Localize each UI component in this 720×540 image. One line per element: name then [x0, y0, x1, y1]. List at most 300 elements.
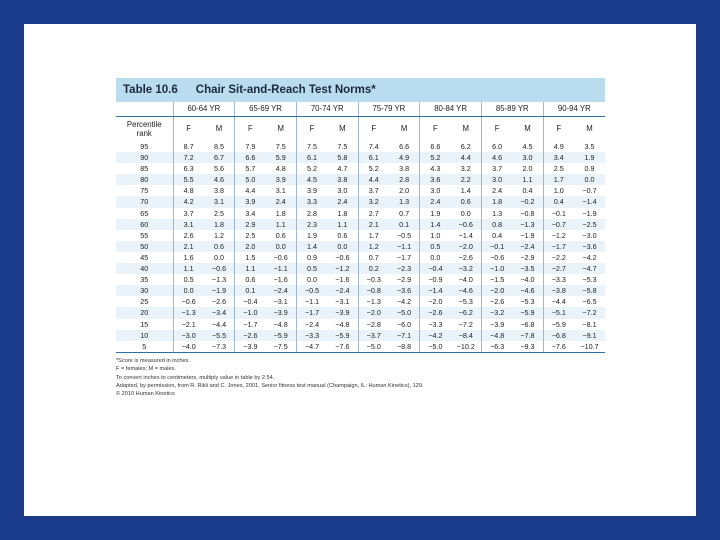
female-score-cell: 2.7 — [358, 208, 389, 219]
female-score-cell: −0.5 — [296, 285, 327, 296]
male-score-cell: −1.3 — [512, 219, 543, 230]
male-score-cell: 4.6 — [204, 174, 235, 185]
male-score-cell: −0.6 — [451, 219, 482, 230]
female-score-cell: −5.0 — [358, 341, 389, 353]
male-score-cell: 4.5 — [522, 142, 533, 151]
percentile-rank-cell: 25 — [140, 297, 149, 307]
percentile-rank-cell: 55 — [140, 230, 149, 240]
male-score-cell: −3.0 — [582, 230, 597, 240]
female-score-cell: −5.0 — [420, 341, 451, 353]
male-score-cell: 0.7 — [399, 208, 410, 218]
male-score-cell: −2.5 — [574, 219, 605, 230]
table-row — [116, 185, 605, 196]
male-column-header: M — [339, 124, 346, 134]
male-score-cell: 3.8 — [327, 174, 358, 185]
female-score-cell: 1.8 — [481, 196, 512, 207]
male-score-cell: −5.9 — [512, 307, 543, 318]
female-score-cell: 7.2 — [173, 152, 204, 163]
male-score-cell: −3.9 — [327, 307, 358, 318]
male-score-cell: 4.4 — [451, 152, 482, 163]
female-score-cell: 0.0 — [296, 274, 327, 285]
percentile-rank-cell: 70 — [116, 196, 173, 207]
male-score-cell: 1.9 — [574, 152, 605, 163]
table-row — [116, 174, 605, 185]
male-score-cell: −1.1 — [389, 241, 420, 252]
female-score-cell: 3.0 — [481, 174, 512, 185]
table-number: Table 10.6 — [123, 84, 178, 96]
male-score-cell: 2.0 — [399, 186, 410, 196]
male-score-cell: −3.1 — [273, 297, 288, 307]
female-score-cell: −5.9 — [543, 319, 574, 330]
female-score-cell: 6.6 — [420, 141, 451, 152]
male-score-cell: −3.6 — [389, 285, 420, 296]
age-group-header: 75-79 YR — [358, 102, 420, 117]
male-score-cell: 0.0 — [574, 174, 605, 185]
female-score-cell: −4.0 — [173, 341, 204, 353]
male-score-cell: −7.2 — [458, 319, 473, 329]
male-score-cell: −5.5 — [204, 330, 235, 341]
female-score-cell: 4.4 — [235, 185, 266, 196]
female-score-cell: 5.5 — [173, 174, 204, 185]
male-score-cell: 5.8 — [327, 152, 358, 163]
male-score-cell: 2.0 — [522, 164, 533, 174]
female-score-cell: 4.8 — [173, 185, 204, 196]
male-score-cell: −7.5 — [266, 341, 297, 353]
table-row — [116, 219, 605, 230]
male-score-cell: −6.5 — [582, 297, 597, 307]
male-score-cell: −6.8 — [520, 319, 535, 329]
male-score-cell: −1.9 — [582, 208, 597, 218]
female-score-cell: −1.0 — [235, 307, 266, 318]
male-score-cell: −5.3 — [520, 297, 535, 307]
female-score-cell: 0.4 — [543, 196, 574, 207]
male-score-cell: 6.7 — [204, 152, 235, 163]
table-body — [116, 141, 605, 352]
male-score-cell: 5.6 — [214, 164, 225, 174]
slide — [24, 24, 696, 516]
male-score-cell: −3.5 — [512, 263, 543, 274]
female-score-cell: −2.2 — [543, 252, 574, 263]
male-score-cell: −3.9 — [266, 307, 297, 318]
male-score-cell: −5.9 — [327, 330, 358, 341]
male-score-cell: −1.9 — [520, 230, 535, 240]
male-score-cell: 2.4 — [327, 196, 358, 207]
female-score-cell: −3.3 — [296, 330, 327, 341]
female-score-cell: 2.6 — [173, 230, 204, 241]
norms-table — [116, 102, 605, 353]
female-score-cell: 7.9 — [235, 141, 266, 152]
female-score-cell: −1.7 — [543, 241, 574, 252]
female-score-cell: −1.7 — [296, 307, 327, 318]
female-score-cell: 1.0 — [543, 185, 574, 196]
male-score-cell: −4.6 — [512, 285, 543, 296]
female-column-header: F — [420, 117, 451, 142]
percentile-rank-cell: 75 — [140, 186, 149, 196]
male-score-cell: −0.5 — [396, 230, 412, 240]
female-score-cell: −2.6 — [235, 330, 266, 341]
male-score-cell: 5.9 — [266, 152, 297, 163]
female-score-cell: 2.4 — [420, 196, 451, 207]
male-score-cell: −3.2 — [451, 263, 482, 274]
table-row — [116, 241, 605, 252]
male-score-cell: −3.1 — [335, 297, 350, 307]
male-score-cell: −1.1 — [266, 263, 297, 274]
male-score-cell: 8.5 — [214, 142, 225, 151]
female-score-cell: −4.2 — [420, 330, 451, 341]
male-score-cell: −3.6 — [574, 241, 605, 252]
age-group-header: 70-74 YR — [296, 102, 358, 117]
male-score-cell: −4.2 — [396, 297, 412, 307]
female-score-cell: 3.1 — [173, 219, 204, 230]
female-score-cell: −0.1 — [543, 208, 574, 219]
male-score-cell: −1.9 — [204, 285, 235, 296]
female-score-cell: −3.9 — [481, 319, 512, 330]
percentile-rank-cell: 90 — [116, 152, 173, 163]
age-group-header: 85-89 YR — [481, 102, 543, 117]
female-score-cell: 5.0 — [235, 174, 266, 185]
female-score-cell: 4.2 — [173, 196, 204, 207]
male-score-cell: 2.2 — [451, 174, 482, 185]
percentile-label: Percentile — [126, 120, 162, 129]
male-score-cell: 3.0 — [512, 152, 543, 163]
female-score-cell: −1.4 — [420, 285, 451, 296]
male-score-cell: −4.2 — [582, 252, 597, 262]
age-group-header: 60-64 YR — [173, 102, 235, 117]
female-score-cell: 2.3 — [296, 219, 327, 230]
male-score-cell: 0.4 — [522, 186, 533, 196]
percentile-rank-cell: 65 — [140, 208, 149, 218]
male-score-cell: −10.2 — [451, 341, 482, 353]
table-row — [116, 196, 605, 207]
age-group-header: 90-94 YR — [543, 102, 605, 117]
female-score-cell: 1.5 — [235, 252, 266, 263]
male-score-cell: 3.0 — [337, 186, 348, 196]
female-score-cell: 6.0 — [481, 141, 512, 152]
male-score-cell: 4.9 — [389, 152, 420, 163]
male-score-cell: −4.4 — [211, 319, 227, 329]
female-score-cell: 2.5 — [543, 163, 574, 174]
age-group-header: 65-69 YR — [235, 102, 297, 117]
female-score-cell: 0.1 — [235, 285, 266, 296]
male-score-cell: −0.6 — [335, 252, 350, 262]
male-score-cell: 0.6 — [337, 230, 348, 240]
percentile-rank-cell: 85 — [140, 164, 149, 174]
table-row — [116, 296, 605, 307]
male-score-cell: −7.3 — [204, 341, 235, 353]
male-score-cell: 3.1 — [275, 186, 286, 196]
male-score-cell: 1.8 — [337, 208, 348, 218]
female-score-cell: −2.6 — [420, 307, 451, 318]
female-score-cell: 4.4 — [358, 174, 389, 185]
female-score-cell: −1.5 — [481, 274, 512, 285]
female-score-cell: −2.0 — [358, 307, 389, 318]
male-score-cell: −8.4 — [451, 330, 482, 341]
male-column-header: M — [586, 124, 593, 134]
female-score-cell: −2.6 — [481, 296, 512, 307]
female-score-cell: 4.3 — [420, 163, 451, 174]
male-score-cell: −8.1 — [582, 319, 597, 329]
female-score-cell: −4.7 — [296, 341, 327, 353]
table-notes — [116, 357, 605, 399]
female-score-cell: 0.5 — [173, 274, 204, 285]
percentile-rank-cell: 45 — [140, 252, 149, 262]
female-score-cell: 0.5 — [420, 241, 451, 252]
table-title-bar — [116, 78, 605, 102]
male-score-cell: −2.6 — [211, 297, 227, 307]
female-score-cell: −5.1 — [543, 307, 574, 318]
table-row — [116, 141, 605, 152]
male-score-cell: 0.0 — [214, 252, 225, 262]
male-score-cell: −1.6 — [273, 275, 288, 285]
percentile-rank-cell: 50 — [116, 241, 173, 252]
female-score-cell: −2.0 — [481, 285, 512, 296]
male-score-cell: 7.5 — [337, 142, 348, 151]
female-score-cell: 1.2 — [358, 241, 389, 252]
female-score-cell: 3.6 — [420, 174, 451, 185]
male-score-cell: 2.5 — [214, 208, 225, 218]
sex-header-row — [116, 117, 605, 142]
female-score-cell: −4.4 — [543, 296, 574, 307]
male-score-cell: −2.9 — [396, 275, 412, 285]
table-row — [116, 330, 605, 341]
female-score-cell: 2.0 — [235, 241, 266, 252]
female-column-header: F — [296, 117, 327, 142]
male-score-cell: −7.1 — [389, 330, 420, 341]
percentile-rank-header — [116, 117, 173, 142]
table-row — [116, 252, 605, 263]
male-column-header: M — [400, 124, 408, 134]
female-score-cell: 4.5 — [296, 174, 327, 185]
female-score-cell: 2.1 — [173, 241, 204, 252]
female-score-cell: 3.3 — [296, 196, 327, 207]
male-score-cell: −1.4 — [458, 230, 473, 240]
header-corner — [116, 102, 173, 117]
male-score-cell: 1.8 — [275, 208, 286, 218]
male-score-cell: 7.5 — [275, 142, 286, 151]
male-score-cell: −6.2 — [451, 307, 482, 318]
female-column-header: F — [481, 117, 512, 142]
male-score-cell: −8.8 — [389, 341, 420, 353]
table-row — [116, 208, 605, 219]
male-score-cell: 1.3 — [389, 196, 420, 207]
male-score-cell: −7.2 — [574, 307, 605, 318]
female-score-cell: 3.9 — [235, 196, 266, 207]
female-score-cell: 1.1 — [173, 263, 204, 274]
female-score-cell: 6.3 — [173, 163, 204, 174]
age-group-header-row — [116, 102, 605, 117]
male-score-cell: 1.4 — [460, 186, 471, 196]
female-score-cell: −3.3 — [543, 274, 574, 285]
female-score-cell: −0.4 — [420, 263, 451, 274]
table-row — [116, 163, 605, 174]
male-score-cell: −2.9 — [520, 252, 535, 262]
female-score-cell: 0.0 — [173, 285, 204, 296]
table-title: Chair Sit-and-Reach Test Norms* — [195, 84, 376, 96]
male-column-header: M — [524, 124, 531, 134]
female-score-cell: 0.4 — [481, 230, 512, 241]
male-score-cell: 4.7 — [337, 164, 348, 174]
table-row — [116, 307, 605, 318]
female-score-cell: −0.4 — [235, 296, 266, 307]
male-score-cell: −2.4 — [327, 285, 358, 296]
female-score-cell: −6.8 — [543, 330, 574, 341]
female-score-cell: 1.0 — [420, 230, 451, 241]
male-score-cell: 1.8 — [204, 219, 235, 230]
male-score-cell: 1.1 — [327, 219, 358, 230]
percentile-rank-cell: 30 — [116, 285, 173, 296]
male-score-cell: −1.4 — [574, 196, 605, 207]
female-score-cell: −3.0 — [173, 330, 204, 341]
female-score-cell: 3.0 — [420, 185, 451, 196]
male-score-cell: 0.0 — [266, 241, 297, 252]
male-score-cell: 1.2 — [214, 230, 225, 240]
female-score-cell: −0.3 — [358, 274, 389, 285]
female-score-cell: −1.2 — [543, 230, 574, 241]
male-score-cell: −3.4 — [204, 307, 235, 318]
female-score-cell: −3.3 — [420, 319, 451, 330]
female-score-cell: −2.0 — [420, 296, 451, 307]
male-score-cell: 0.1 — [389, 219, 420, 230]
table-row — [116, 319, 605, 330]
female-score-cell: 0.6 — [235, 274, 266, 285]
male-score-cell: 1.1 — [512, 174, 543, 185]
female-score-cell: −3.2 — [481, 307, 512, 318]
female-score-cell: −2.7 — [543, 263, 574, 274]
female-score-cell: 6.6 — [235, 152, 266, 163]
female-score-cell: −2.4 — [296, 319, 327, 330]
male-score-cell: −5.0 — [389, 307, 420, 318]
female-score-cell: 4.6 — [481, 152, 512, 163]
male-score-cell: −0.7 — [582, 186, 597, 196]
female-score-cell: 1.7 — [358, 230, 389, 241]
male-score-cell: 6.2 — [460, 142, 471, 151]
male-column-header: M — [215, 124, 223, 134]
age-group-header: 80-84 YR — [420, 102, 482, 117]
female-column-header: F — [358, 117, 389, 142]
male-column-header: M — [277, 124, 284, 134]
male-score-cell: 0.6 — [275, 230, 286, 240]
female-score-cell: 3.7 — [173, 208, 204, 219]
male-score-cell: 0.0 — [327, 241, 358, 252]
male-score-cell: −4.0 — [520, 275, 535, 285]
female-score-cell: −3.9 — [235, 341, 266, 353]
male-score-cell: 1.1 — [266, 219, 297, 230]
female-score-cell: 1.9 — [420, 208, 451, 219]
male-score-cell: −2.3 — [389, 263, 420, 274]
female-score-cell: 0.8 — [481, 219, 512, 230]
male-score-cell: −5.3 — [458, 297, 473, 307]
female-score-cell: −1.3 — [358, 296, 389, 307]
female-score-cell: 2.5 — [235, 230, 266, 241]
percentile-rank-cell: 20 — [116, 307, 173, 318]
female-score-cell: 1.4 — [420, 219, 451, 230]
female-score-cell: −1.7 — [235, 319, 266, 330]
female-score-cell: 8.7 — [173, 141, 204, 152]
female-score-cell: 0.0 — [420, 252, 451, 263]
male-score-cell: −5.9 — [266, 330, 297, 341]
female-score-cell: 3.4 — [235, 208, 266, 219]
male-score-cell: −4.7 — [574, 263, 605, 274]
male-score-cell: −2.4 — [266, 285, 297, 296]
male-score-cell: −5.8 — [574, 285, 605, 296]
male-score-cell: 3.8 — [214, 186, 225, 196]
table-note: *Score is measured in inches. — [116, 357, 190, 364]
female-score-cell: 0.5 — [296, 263, 327, 274]
table-row — [116, 152, 605, 163]
male-column-header: M — [462, 124, 470, 134]
percentile-rank-cell: 80 — [116, 174, 173, 185]
female-score-cell: 5.2 — [420, 152, 451, 163]
percentile-rank-cell: 5 — [116, 341, 173, 353]
male-score-cell: −5.3 — [582, 275, 597, 285]
female-score-cell: −6.3 — [481, 341, 512, 353]
male-score-cell: −4.8 — [273, 319, 288, 329]
male-score-cell: −0.2 — [512, 196, 543, 207]
percentile-rank-cell: 60 — [116, 219, 173, 230]
female-score-cell: 0.7 — [358, 252, 389, 263]
female-score-cell: −2.8 — [358, 319, 389, 330]
female-score-cell: 2.8 — [296, 208, 327, 219]
norms-table-figure — [116, 78, 605, 399]
male-score-cell: −0.6 — [204, 263, 235, 274]
male-score-cell: −4.8 — [335, 319, 350, 329]
female-score-cell: −0.8 — [358, 285, 389, 296]
female-score-cell: 4.9 — [543, 141, 574, 152]
female-score-cell: 6.1 — [358, 152, 389, 163]
female-score-cell: −0.7 — [543, 219, 574, 230]
table-note: F = females; M = males. — [116, 366, 176, 373]
percentile-rank-cell: 10 — [116, 330, 173, 341]
female-score-cell: 5.2 — [358, 163, 389, 174]
female-score-cell: 2.9 — [235, 219, 266, 230]
female-score-cell: 0.2 — [358, 263, 389, 274]
female-score-cell: −1.0 — [481, 263, 512, 274]
male-score-cell: −9.1 — [574, 330, 605, 341]
male-score-cell: −1.2 — [327, 263, 358, 274]
female-score-cell: 5.7 — [235, 163, 266, 174]
female-score-cell: −1.3 — [173, 307, 204, 318]
male-score-cell: 3.1 — [204, 196, 235, 207]
female-score-cell: −0.6 — [481, 252, 512, 263]
male-score-cell: −2.0 — [451, 241, 482, 252]
male-score-cell: 3.9 — [266, 174, 297, 185]
female-score-cell: 1.6 — [173, 252, 204, 263]
percentile-rank-cell: 95 — [140, 142, 149, 151]
female-score-cell: 3.9 — [296, 185, 327, 196]
female-column-header: F — [235, 117, 266, 142]
female-score-cell: 7.4 — [358, 141, 389, 152]
male-score-cell: −4.6 — [451, 285, 482, 296]
female-score-cell: 3.7 — [358, 185, 389, 196]
female-column-header: F — [543, 117, 574, 142]
table-row — [116, 341, 605, 353]
table-row — [116, 285, 605, 296]
female-score-cell: 0.9 — [296, 252, 327, 263]
female-score-cell: −0.6 — [173, 296, 204, 307]
male-score-cell: 0.9 — [584, 164, 595, 174]
female-score-cell: 1.3 — [481, 208, 512, 219]
percentile-rank-cell: 35 — [140, 275, 149, 285]
male-score-cell: 3.5 — [584, 142, 595, 151]
female-score-cell: −2.1 — [173, 319, 204, 330]
male-score-cell: −9.3 — [512, 341, 543, 353]
male-score-cell: −7.8 — [512, 330, 543, 341]
female-score-cell: 2.4 — [481, 185, 512, 196]
male-score-cell: −6.0 — [396, 319, 412, 329]
percentile-rank-cell: 40 — [116, 263, 173, 274]
male-score-cell: 0.6 — [451, 196, 482, 207]
male-score-cell: −7.6 — [327, 341, 358, 353]
